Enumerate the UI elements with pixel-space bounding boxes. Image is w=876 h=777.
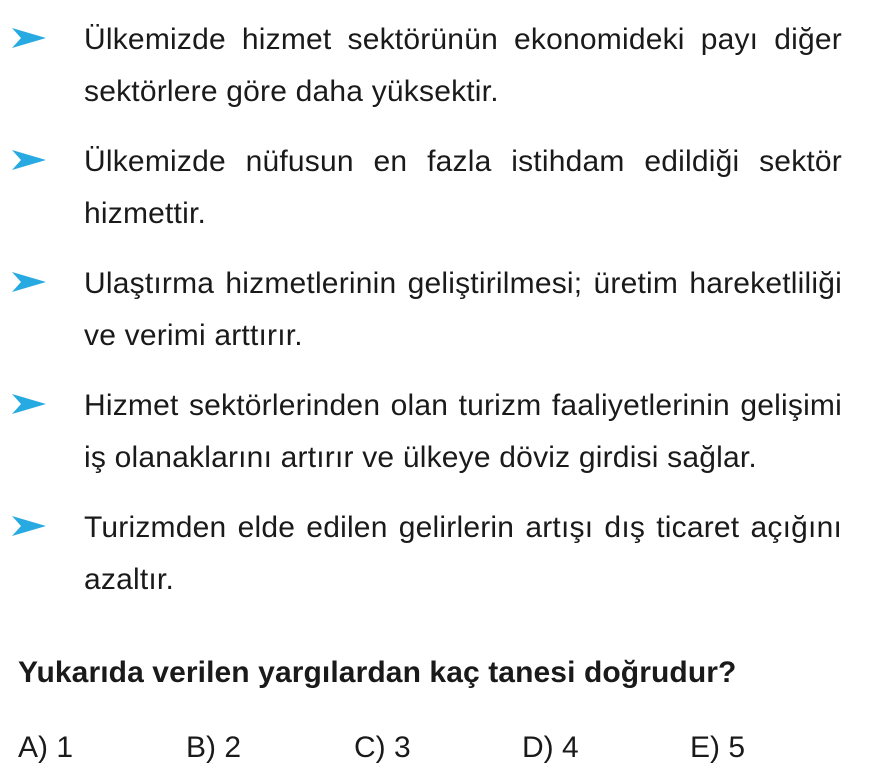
arrowhead-icon (12, 28, 46, 48)
statement-text: Ülkemizde nüfusun en fazla istihdam edildiği sektör hizmettir. (84, 145, 842, 230)
statement-4 (0, 380, 876, 484)
statement-text: Ulaştırma hizmetlerinin geliştirilmesi; üretim hareketliliği ve verimi arttırır. (84, 267, 842, 352)
arrowhead-icon (12, 272, 46, 292)
statement-list (0, 14, 876, 624)
answer-options (18, 728, 858, 768)
arrowhead-icon (12, 394, 46, 414)
statement-text: Hizmet sektörlerinden olan turizm faaliyetlerinin gelişimi iş olanaklarını artırır ve ülkeye döviz girdisi sağlar. (84, 389, 842, 474)
statement-2 (0, 136, 876, 240)
statement-text: Turizmden elde edilen gelirlerin artışı dış ticaret açığını azaltır. (84, 511, 842, 596)
arrowhead-icon (12, 516, 46, 536)
option-c[interactable]: C) 3 (354, 731, 411, 764)
option-b[interactable]: B) 2 (186, 731, 242, 764)
statement-5 (0, 502, 876, 606)
statement-3 (0, 258, 876, 362)
arrowhead-icon (12, 150, 46, 170)
option-e[interactable]: E) 5 (690, 731, 746, 764)
option-a[interactable]: A) 1 (18, 731, 74, 764)
statement-1 (0, 14, 876, 118)
statement-text: Ülkemizde hizmet sektörünün ekonomideki payı diğer sektörlere göre daha yüksektir. (84, 23, 842, 108)
option-d[interactable]: D) 4 (522, 731, 579, 764)
question-text: Yukarıda verilen yargılardan kaç tanesi doğrudur? (18, 656, 737, 689)
